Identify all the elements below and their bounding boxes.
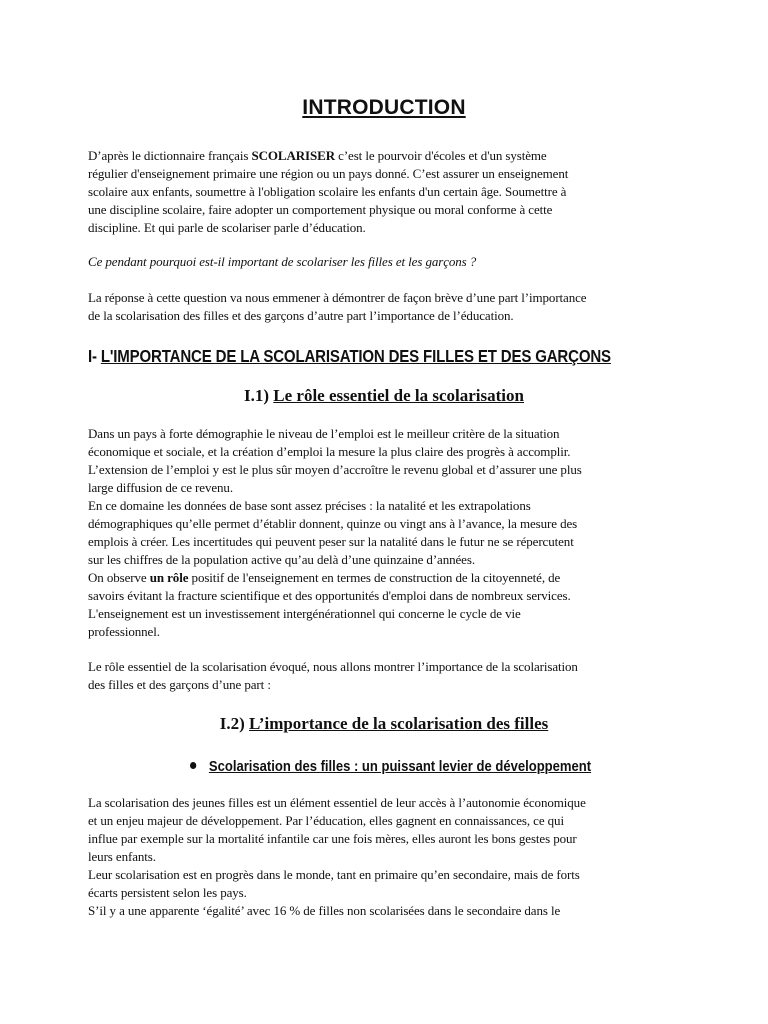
subsection-title-1: Le rôle essentiel de la scolarisation <box>273 386 524 405</box>
role-line-6: démographiques qu’elle permet d’établir donnent, quinze ou vingt ans à l’avance, la mesure des <box>88 516 578 531</box>
transition-paragraph <box>88 658 688 694</box>
role-line-5: En ce domaine les données de base sont assez précises : la natalité et les extrapolations <box>88 498 531 513</box>
answer-line-2: de la scolarisation des filles et des garçons d’autre part l’importance de l’éducation. <box>88 308 514 323</box>
subsection-heading-1 <box>0 385 768 407</box>
girls-line-5: Leur scolarisation est en progrès dans le monde, tant en primaire qu’en secondaire, mais de forts <box>88 867 580 882</box>
subsection-number-2: I.2) <box>219 714 250 733</box>
question-line: Ce pendant pourquoi est-il important de scolariser les filles et les garçons ? <box>88 254 477 269</box>
bullet-text: Scolarisation des filles : un puissant levier de développement <box>208 759 592 775</box>
role-line-1: Dans un pays à forte démographie le niveau de l’emploi est le meilleur critère de la situation <box>88 426 560 441</box>
role-line-9: On observe un rôle positif de l'enseignement en termes de construction de la citoyenneté, de <box>88 570 561 585</box>
subsection-heading-2 <box>0 713 768 735</box>
role-line-2: économique et sociale, et la création d’emploi la mesure la plus claire des progrès à accomplir. <box>88 444 571 459</box>
bullet-heading <box>190 757 591 777</box>
girls-line-1: La scolarisation des jeunes filles est un élément essentiel de leur accès à l’autonomie économique <box>88 795 586 810</box>
role-line-8: sur les chiffres de la population active qu’au delà d’une quinzaine d’années. <box>88 552 475 567</box>
intro-line-2: régulier d'enseignement primaire une région ou un pays donné. C’est assurer un enseignement <box>88 166 569 181</box>
girls-line-7: S’il y a une apparente ‘égalité’ avec 16 % de filles non scolarisées dans le secondaire dans le <box>88 903 561 918</box>
subsection-title-2: L’importance de la scolarisation des filles <box>249 714 549 733</box>
transition-line-1: Le rôle essentiel de la scolarisation évoqué, nous allons montrer l’importance de la scolarisation <box>88 659 578 674</box>
intro-line-4: une discipline scolaire, faire adopter un comportement physique ou moral conforme à cette <box>88 202 553 217</box>
answer-paragraph <box>88 289 688 325</box>
bullet-icon <box>190 762 196 769</box>
intro-line-3: scolaire aux enfants, soumettre à l'obligation scolaire les enfants d'un certain âge. Soumettre à <box>88 184 567 199</box>
role-line-11: L'enseignement est un investissement intergénérationnel qui concerne le cycle de vie <box>88 606 521 621</box>
girls-line-4: leurs enfants. <box>88 849 156 864</box>
intro-line-1: D’après le dictionnaire français SCOLARISER c’est le pourvoir d'écoles et d'un système <box>88 148 547 163</box>
transition-line-2: des filles et des garçons d’une part : <box>88 677 271 692</box>
role-line-7: emplois à créer. Les incertitudes qui peuvent peser sur la natalité dans le futur ne se répercutent <box>88 534 574 549</box>
intro-line-5: discipline. Et qui parle de scolariser parle d’éducation. <box>88 220 366 235</box>
answer-line-1: La réponse à cette question va nous emmener à démontrer de façon brève d’une part l’importance <box>88 290 587 305</box>
un-role-term: un rôle <box>149 570 189 585</box>
section-heading <box>88 344 611 368</box>
role-line-4: large diffusion de ce revenu. <box>88 480 233 495</box>
girls-line-2: et un enjeu majeur de développement. Par l’éducation, elles gagnent en connaissances, ce qui <box>88 813 564 828</box>
section-title: L'IMPORTANCE DE LA SCOLARISATION DES FILLES ET DES GARÇONS <box>100 346 611 366</box>
document-title: INTRODUCTION <box>302 96 466 119</box>
subsection-number-1: I.1) <box>244 386 274 405</box>
section-prefix: I- <box>88 346 101 366</box>
girls-paragraph <box>88 794 688 920</box>
role-paragraph <box>88 425 688 641</box>
role-line-10: savoirs évitant la fracture scientifique et des opportunités d'emploi dans de nombreux services. <box>88 588 571 603</box>
role-line-3: L’extension de l’emploi y est le plus sûr moyen d’accroître le revenu global et d’assurer une plus <box>88 462 582 477</box>
scolariser-term: SCOLARISER <box>251 148 335 163</box>
girls-line-3: influe par exemple sur la mortalité infantile car une fois mères, elles auront les bons gestes pour <box>88 831 577 846</box>
girls-line-6: écarts persistent selon les pays. <box>88 885 247 900</box>
role-line-12: professionnel. <box>88 624 160 639</box>
intro-paragraph <box>88 147 688 237</box>
